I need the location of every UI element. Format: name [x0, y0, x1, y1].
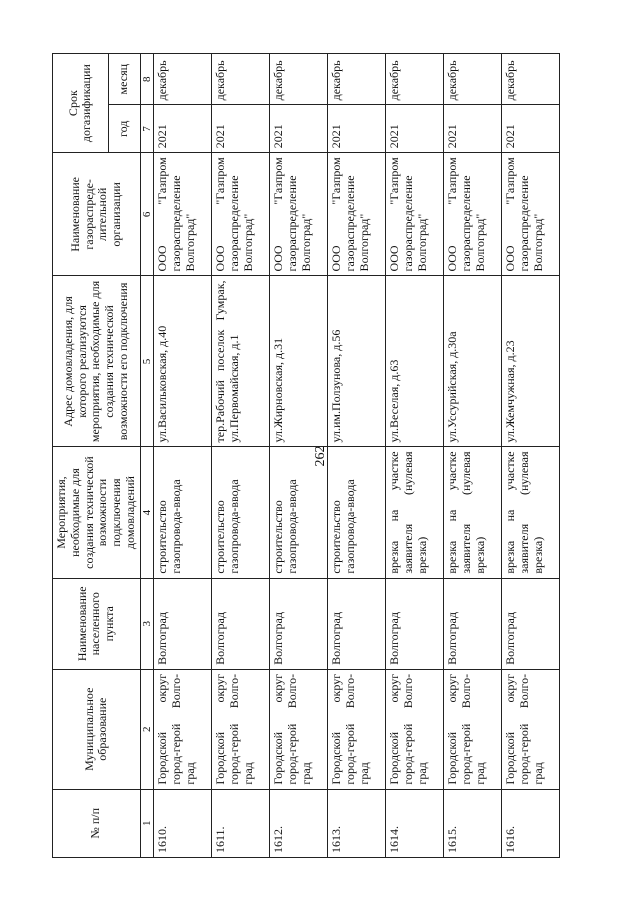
header-month: месяц — [108, 54, 140, 105]
header-measures: Мероприятия, необходимые для создания технической возможности подключения домовладений — [53, 447, 141, 578]
cell-address: ул.Васильковская, д.40 — [154, 276, 212, 447]
cell-org: ООО "Газпром газораспределение Волгоград" — [154, 153, 212, 276]
cell-measures: строительство газопровода-ввода — [328, 447, 386, 578]
header-year: год — [108, 105, 140, 153]
cell-n: 1614. — [386, 789, 444, 857]
cell-measures: строительство газопровода-ввода — [270, 447, 328, 578]
column-number-row — [140, 54, 154, 858]
gasification-table — [52, 53, 560, 858]
cell-org: ООО "Газпром газораспределение Волгоград" — [212, 153, 270, 276]
table-row — [270, 54, 328, 858]
column-number: 5 — [140, 276, 154, 447]
column-number: 2 — [140, 669, 154, 789]
table-row — [502, 54, 560, 858]
cell-n: 1615. — [444, 789, 502, 857]
cell-address: ул.Жемчужная, д.23 — [502, 276, 560, 447]
cell-municipality: Городской округ город-герой Волго-град — [444, 669, 502, 789]
cell-settlement: Волгоград — [212, 578, 270, 669]
header-settlement: Наименование населенного пункта — [53, 578, 141, 669]
cell-org: ООО "Газпром газораспределение Волгоград" — [270, 153, 328, 276]
header-n: № п/п — [53, 789, 141, 857]
cell-org: ООО "Газпром газораспределение Волгоград" — [444, 153, 502, 276]
cell-month: декабрь — [270, 54, 328, 105]
cell-address: ул.Уссурийская, д.30а — [444, 276, 502, 447]
cell-year: 2021 — [502, 105, 560, 153]
cell-org: ООО "Газпром газораспределение Волгоград" — [386, 153, 444, 276]
page-number: 262 — [313, 445, 328, 467]
table-row — [328, 54, 386, 858]
cell-municipality: Городской округ город-герой Волго-град — [328, 669, 386, 789]
cell-n: 1612. — [270, 789, 328, 857]
cell-month: декабрь — [386, 54, 444, 105]
column-number: 4 — [140, 447, 154, 578]
cell-year: 2021 — [386, 105, 444, 153]
cell-n: 1610. — [154, 789, 212, 857]
cell-month: декабрь — [444, 54, 502, 105]
cell-n: 1616. — [502, 789, 560, 857]
header-row — [53, 54, 109, 858]
cell-n: 1613. — [328, 789, 386, 857]
cell-settlement: Волгоград — [154, 578, 212, 669]
cell-month: декабрь — [212, 54, 270, 105]
cell-municipality: Городской округ город-герой Волго-град — [502, 669, 560, 789]
cell-address: тер.Рабочий поселок Гумрак, ул.Первомайская, д.1 — [212, 276, 270, 447]
cell-municipality: Городской округ город-герой Волго-град — [154, 669, 212, 789]
column-number: 3 — [140, 578, 154, 669]
cell-year: 2021 — [444, 105, 502, 153]
column-number: 1 — [140, 789, 154, 857]
cell-year: 2021 — [154, 105, 212, 153]
header-org: Наименование газораспреде-лительной организации — [53, 153, 141, 276]
table-row — [212, 54, 270, 858]
cell-municipality: Городской округ город-герой Волго-град — [270, 669, 328, 789]
header-municipality: Муниципальное образование — [53, 669, 141, 789]
column-number: 6 — [140, 153, 154, 276]
column-number: 8 — [140, 54, 154, 105]
table-row — [154, 54, 212, 858]
table-row — [444, 54, 502, 858]
cell-measures: врезка на участке заявителя (нулевая врезка) — [502, 447, 560, 578]
table-row — [386, 54, 444, 858]
header-deadline: Срок догазификации — [53, 54, 109, 153]
cell-measures: строительство газопровода-ввода — [212, 447, 270, 578]
cell-settlement: Волгоград — [502, 578, 560, 669]
cell-org: ООО "Газпром газораспределение Волгоград" — [502, 153, 560, 276]
cell-address: ул.им.Ползунова, д.56 — [328, 276, 386, 447]
cell-month: декабрь — [502, 54, 560, 105]
cell-settlement: Волгоград — [270, 578, 328, 669]
cell-month: декабрь — [154, 54, 212, 105]
cell-year: 2021 — [212, 105, 270, 153]
cell-municipality: Городской округ город-герой Волго-град — [212, 669, 270, 789]
cell-org: ООО "Газпром газораспределение Волгоград" — [328, 153, 386, 276]
cell-n: 1611. — [212, 789, 270, 857]
column-number: 7 — [140, 105, 154, 153]
cell-measures: врезка на участке заявителя (нулевая врезка) — [386, 447, 444, 578]
cell-month: декабрь — [328, 54, 386, 105]
cell-address: ул.Веселая, д.63 — [386, 276, 444, 447]
cell-settlement: Волгоград — [444, 578, 502, 669]
cell-measures: строительство газопровода-ввода — [154, 447, 212, 578]
cell-municipality: Городской округ город-герой Волго-град — [386, 669, 444, 789]
cell-measures: врезка на участке заявителя (нулевая врезка) — [444, 447, 502, 578]
cell-settlement: Волгоград — [386, 578, 444, 669]
cell-year: 2021 — [270, 105, 328, 153]
header-address: Адрес домовладения, для которого реализуются мероприятия, необходимые для создания технической возможности его подключения — [53, 276, 141, 447]
cell-year: 2021 — [328, 105, 386, 153]
cell-settlement: Волгоград — [328, 578, 386, 669]
rotated-table-container — [52, 53, 562, 858]
cell-address: ул.Жирновская, д.31 — [270, 276, 328, 447]
